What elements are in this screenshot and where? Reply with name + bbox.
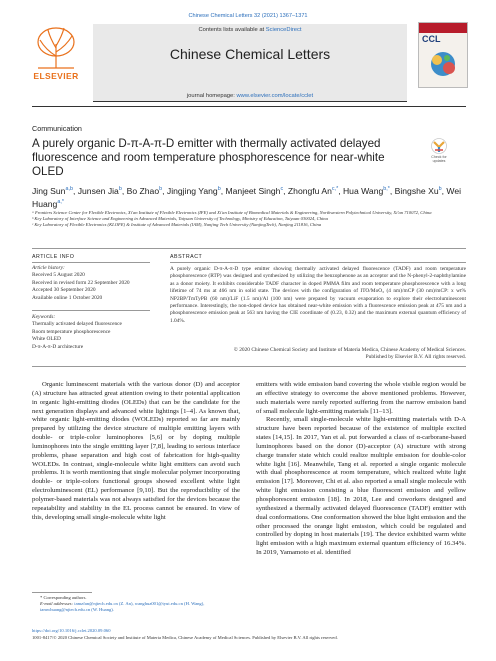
body-paragraph-1: Organic luminescent materials with the various donor (D) and acceptor (A) structure has attracted great attention owing to their potential application in organic light-emitting diodes (OLEDs) that can be the candidate for the next generation displays and advanced white lightings [1–4]. As known that, white organic light-emitting diodes (WOLEDs) reported so far are mainly prepared by utilizing the device structure of multiple emitting layers with double- or triple-color luminophores [5,6] or by doping multiple luminophores into the single emitting layer [7,8], leading to serious interface problems, phase separation and high cost of fabrication for high-quality WOLEDs. In contrast, single-molecule white light emitters can avoid such problems. It is worth mentioning that single molecular polymer incorporating double- or triple-colors functional groups showed excellent white light electroluminescent (EL) performance [9,10]. But the reproducibility of the polymer-based materials was not always satisfied for the devices because the repeatability and stability in the EL process cannot be ensured. In view of this, developing small single-molecule white light — [32, 381, 240, 521]
contents-line — [93, 27, 407, 33]
journal-cover — [418, 22, 468, 88]
abstract-heading: ABSTRACT — [170, 254, 203, 260]
author-name: Hua Wang — [342, 185, 384, 196]
abstract-copyright-1: © 2020 Chinese Chemical Society and Institute of Materia Medica, Chinese Academy of Medical Sciences. — [233, 347, 466, 353]
author-name: Jing Sun — [32, 185, 66, 196]
author-name: Bo Zhao — [126, 185, 160, 196]
body-paragraph-2: emitters with wide emission band covering the whole visible region would be an effective strategy to overcome the above mentioned problems. However, such materials were rarely reported suffering from the narrow emission band of small molecule light-emitting materials [11–13]. — [256, 381, 466, 415]
keyword-2: Room temperature phosphorescence — [32, 328, 111, 335]
author-affiliation-mark[interactable]: b — [118, 186, 122, 192]
history-revised: Received in revised form 22 September 2020 — [32, 279, 130, 286]
journal-citation: Chinese Chemical Letters 32 (2021) 1367–1371 — [188, 13, 308, 19]
section-label: Communication — [32, 124, 82, 133]
author-name: Bingshe Xu — [394, 185, 439, 196]
crossmark-badge[interactable] — [429, 137, 449, 163]
corresponding-note: * Corresponding authors. — [40, 595, 87, 600]
affiliation-a: ᵃ Frontiers Science Center for Flexible Electronics, Xi'an Institute of Flexible Electronics (IFE) and Xi'an Institute of Biomedical Materials & Engineering, Northwestern Polytechnical University, Xi'an 710072, China — [32, 210, 432, 215]
journal-banner — [93, 24, 407, 102]
email-addresses[interactable]: iamzfan@njtech.edu.cn (Z. An), wanghua001@tyut.edu.cn (H. Wang), iamwhuang@njtech.edu.cn (W. Huang). — [40, 601, 205, 613]
author-name: Junsen Jia — [77, 185, 119, 196]
history-online: Available online 1 October 2020 — [32, 294, 103, 301]
author-name: Wei Huang — [32, 185, 462, 210]
keywords — [32, 314, 154, 351]
article-info-rule — [32, 262, 150, 263]
elsevier-logo — [30, 22, 82, 84]
article-history — [32, 265, 154, 302]
keyword-4: D-π-A-π-D architecture — [32, 343, 84, 350]
affiliation-rule — [32, 248, 466, 249]
body-left-column — [32, 381, 240, 523]
author-affiliation-mark[interactable]: c,* — [331, 186, 339, 192]
keyword-1: Thermally activated delayed fluorescence — [32, 321, 122, 328]
cover-art-icon — [425, 49, 461, 79]
affiliation-c: ᶜ Key Laboratory of Flexible Electronics (KLOFE) & Institute of Advanced Materials (IAM), Nanjing Tech University (NanjingTech), Nanjing 211816, China — [32, 222, 322, 228]
footnotes — [32, 595, 240, 613]
history-label: Article history: — [32, 265, 65, 271]
body-right-column — [256, 381, 466, 558]
author-affiliation-mark[interactable]: a,b — [65, 186, 73, 192]
crossmark-icon — [429, 137, 449, 155]
sciencedirect-link[interactable]: ScienceDirect — [265, 27, 302, 33]
author-affiliation-mark[interactable]: b — [438, 186, 442, 192]
history-received: Received 5 August 2020 — [32, 272, 85, 279]
journal-title: Chinese Chemical Letters — [169, 46, 331, 62]
header-rule — [32, 106, 466, 107]
doi-link[interactable]: https://doi.org/10.1016/j.cclet.2020.09.060 — [32, 628, 111, 633]
cover-top-band — [419, 23, 467, 33]
footnote-rule — [32, 592, 92, 593]
affiliation-b: ᵇ Key Laboratory of Interface Science and Engineering in Advanced Materials, Taiyuan University of Technology, Ministry of Education, Taiyuan 030024, China — [32, 216, 328, 222]
abstract-rule — [170, 262, 466, 263]
banner-rule — [93, 101, 407, 102]
author-name: Zhongfu An — [287, 185, 332, 196]
issn-line: 1001-8417/© 2020 Chinese Chemical Society and Institute of Materia Medica, Chinese Academy of Medical Sciences. Published by Elsevier B.V. All rights reserved. — [32, 635, 338, 640]
history-accepted: Accepted 30 September 2020 — [32, 287, 96, 294]
homepage-link[interactable]: www.elsevier.com/locate/cclet — [236, 93, 314, 99]
contents-prefix: Contents lists available at — [198, 27, 266, 33]
body-paragraph-3: Recently, small single-molecule white light-emitting materials with D-A structure have been reported because of the existence of multiple excited states [14,15]. In 2017, Yan et al. put forwarded a class of α-carborane-based luminophores based on the donor (D)-acceptor (A) structure with strong charge transfer state which could realize multiple emission for double-color white light [16]. Meanwhile, Tang et al. reported a single organic molecule with dual phosphorescence at room temperature, which realized white light emission [17]. Moreover, Chi et al. also reported a small single molecule with white light emission consisting a blue fluorescent emission and yellow phosphorescent emission [18]. In 2018, Lee and coworkers designed and synthesized a thermally activated delayed fluorescence (TADF) emitter with dual conformations. One conformation showed the blue light emission and the other processed the orange light emission, which could be regulated and controlled by doping in host materials [19]. The device exhibited warm white light emission with a high maximum external quantum efficiency of 16.34%. In 2019, Yamamoto et al. identified — [256, 416, 466, 557]
cover-abbrev: CCL — [422, 34, 441, 44]
homepage-prefix: journal homepage: — [186, 93, 237, 99]
author-name: Manjeet Singh — [225, 185, 281, 196]
keyword-3: White OLED — [32, 336, 61, 343]
affiliations — [32, 210, 462, 228]
author-affiliation-mark[interactable]: b — [159, 186, 163, 192]
author-affiliation-mark[interactable]: a,* — [57, 199, 64, 206]
keywords-rule — [32, 310, 150, 311]
journal-homepage — [93, 93, 407, 99]
elsevier-wordmark: ELSEVIER — [33, 71, 79, 81]
abstract-text: A purely organic D-π-A-π-D type emitter showing thermally activated delayed fluorescence (TADF) and room temperature phosphorescence (RTP) was designed and synthesized by utilizing the benzophenone as an acceptor and the N-phenyl-2-naphthylamine as a donor moiety. It exhibits considerable TADF character in doped PMMA film and room temperature phosphorescence with a long lifetime of 74 ms at 466 nm in solid state. The devices with the configuration of ITO/MoO₃ (4 nm)/mCP (30 nm)/mCP: x wt% NP2BP/TmTyPB (60 nm)/LiF (1.5 nm)/Al (100 nm) were prepared by vacuum evaporation to explore their electroluminescent performance. Interestingly, the non-doped device has obtained near-white emission with a fluorescence emission peak at 475 nm and a phosphorescence emission peak at 563 nm having the CIE coordinate of (0.23, 0.32) and the maximum external quantum efficiency of 1.04%. — [170, 266, 466, 324]
email-note — [32, 601, 240, 613]
abstract-bottom-rule — [32, 366, 466, 367]
author-affiliation-mark[interactable]: c — [280, 186, 284, 192]
author-list: Jing Sun$^{a,b}$, Junsen Jia$^b$, Bo Zhao$^b$, Jingjing Yang$^b$, Manjeet Singh$^c$, Zhongfu $An^{c,*}$, Hua Wang$^{b,*}$, Bingshe Xu$^b$, Wei Huang$^{a,*}$ — [32, 185, 462, 210]
author-affiliation-mark[interactable]: b — [217, 186, 221, 192]
email-label: E-mail addresses: — [40, 601, 74, 607]
keywords-label: Keywords: — [32, 314, 56, 320]
crossmark-label: Check for updates — [431, 155, 447, 163]
author-name: Jingjing Yang — [166, 185, 218, 196]
article-info-heading: ARTICLE INFO — [32, 254, 75, 260]
author-affiliation-mark[interactable]: b,* — [383, 186, 390, 192]
abstract-copyright-2: Published by Elsevier B.V. All rights reserved. — [365, 354, 466, 360]
article-title: A purely organic D-π-A-π-D emitter with thermally activated delayed fluorescence and room temperature phosphorescence for near-white OLED — [32, 137, 385, 179]
